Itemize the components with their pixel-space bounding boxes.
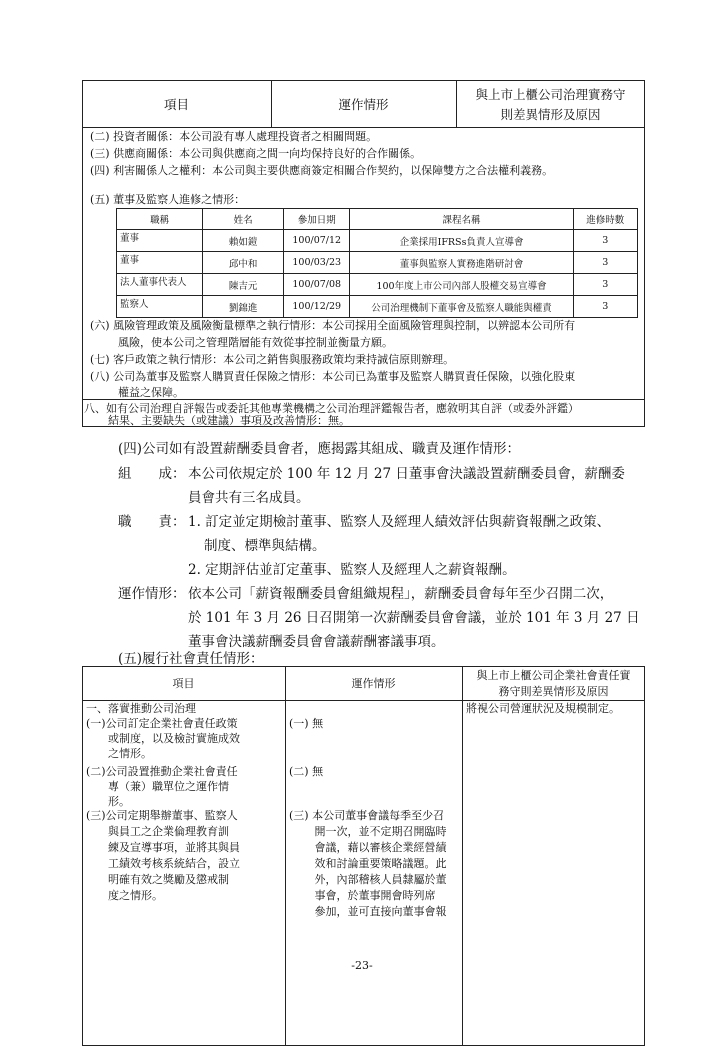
cell-course: 企業採用IFRSs負責人宣導會 <box>350 230 573 252</box>
csr-a3: (三) 本公司董事會議每季至少召 開一次，並不定期召開臨時 會議，藉以審核企業經營績 效和討論重要策略議題。此 外，內部稽核人員隸屬於董 事會，於董事開會時列席 參加，並可直接向董事會報 <box>289 809 447 918</box>
section4-title: (四)公司如有設置薪酬委員會者，應揭露其組成、職責及運作情形： <box>118 441 521 457</box>
stakeholder-rights: (四) 利害關係人之權利：本公司與主要供應商簽定相關合作契約，以保障雙方之合法權利義務。 <box>90 164 554 177</box>
training-header-hours: 進修時數 <box>573 209 637 230</box>
cell-name: 賴如鎧 <box>203 230 284 252</box>
composition-text-2: 員會共有三名成員。 <box>188 490 310 506</box>
duty-label: 職 責： <box>118 514 186 530</box>
csr-q2: (二)公司設置推動企業社會責任 專（兼）職單位之運作情 形。 <box>86 765 238 808</box>
page-number: -23- <box>351 959 373 972</box>
cell-hours: 3 <box>573 274 637 296</box>
duty-text-1: 1. 訂定並定期檢討董事、監察人及經理人績效評估與薪資報酬之政策、 <box>188 514 611 530</box>
cell-hours: 3 <box>573 296 637 318</box>
table-row <box>117 252 638 274</box>
csr-header-item: 項目 <box>172 677 195 690</box>
operation-label: 運作情形： <box>118 586 186 602</box>
training-title: (五) 董事及監察人進修之情形： <box>90 193 246 206</box>
csr-a1: (一) 無 <box>289 717 324 730</box>
composition-label: 組 成： <box>118 466 186 482</box>
risk-management-2: 風險，使本公司之管理階層能有效從事控制並衡量方願。 <box>118 336 393 349</box>
cell-date: 100/07/12 <box>284 230 350 252</box>
supplier-relations: (三) 供應商關係：本公司與供應商之間一向均保持良好的合作關係。 <box>90 147 422 160</box>
training-header-date: 參加日期 <box>284 209 350 230</box>
csr-difference: 將視公司營運狀況及規模制定。 <box>466 702 620 715</box>
csr-header-operation: 運作情形 <box>351 677 396 690</box>
cell-course: 董事與監察人實務進階研討會 <box>350 252 573 274</box>
cell-name: 邱中和 <box>203 252 284 274</box>
liability-insurance-1: (八) 公司為董事及監察人購買責任保險之情形：本公司已為董事及監察人購買責任保險，以強化股東 <box>90 370 576 383</box>
self-evaluation-2: 結果、主要缺失（或建議）事項及改善情形：無。 <box>108 414 350 427</box>
cell-date: 100/03/23 <box>284 252 350 274</box>
csr-item-1: 一、落實推動公司治理 <box>86 702 196 715</box>
csr-a2: (二) 無 <box>289 765 324 778</box>
col-header-operation: 運作情形 <box>338 97 389 112</box>
csr-header-difference-1: 與上市上櫃公司企業社會責任實 <box>476 669 631 682</box>
col-header-difference-1: 與上市上櫃公司治理實務守 <box>475 87 626 102</box>
cell-name: 劉錦進 <box>203 296 284 318</box>
liability-insurance-2: 權益之保障。 <box>118 386 184 399</box>
training-header-name: 姓名 <box>203 209 284 230</box>
cell-name: 陳吉元 <box>203 274 284 296</box>
col-header-item: 項目 <box>163 97 189 112</box>
self-evaluation-1: 八、如有公司治理自評報告或委託其他專業機構之公司治理評鑑報告者，應敘明其自評（或委外評鑑） <box>84 402 579 415</box>
cell-hours: 3 <box>573 252 637 274</box>
cell-title: 監察人 <box>117 296 203 318</box>
operation-text-2: 於 101 年 3 月 26 日召開第一次薪酬委員會會議，並於 101 年 3 月 27 日 <box>188 610 640 626</box>
cell-date: 100/12/29 <box>284 296 350 318</box>
operation-text-3: 董事會決議薪酬委員會會議薪酬審議事項。 <box>188 634 445 650</box>
cell-title: 董事 <box>117 230 203 252</box>
operation-text-1: 依本公司「薪資報酬委員會組織規程」，薪酬委員會每年至少召開二次， <box>188 586 614 602</box>
cell-course: 100年度上市公司內部人股權交易宣導會 <box>350 274 573 296</box>
cell-course: 公司治理機制下董事會及監察人職能與權責 <box>350 296 573 318</box>
duty-text-3: 2. 定期評估並訂定董事、監察人及經理人之薪資報酬。 <box>188 562 516 578</box>
risk-management-1: (六) 風險管理政策及風險衡量標準之執行情形：本公司採用全面風險管理與控制，以辨認本公司所有 <box>90 319 576 332</box>
csr-header-difference-2: 務守則差異情形及原因 <box>498 685 609 698</box>
customer-policy: (七) 客戶政策之執行情形：本公司之銷售與服務政策均秉持誠信原則辦理。 <box>90 353 455 366</box>
cell-title: 法人董事代表人 <box>117 274 203 296</box>
training-header-course: 課程名稱 <box>350 209 573 230</box>
training-header-title: 職稱 <box>117 209 203 230</box>
table-row <box>117 274 638 296</box>
section5-title: (五)履行社會責任情形： <box>118 651 264 667</box>
table-row <box>117 296 638 318</box>
cell-date: 100/07/08 <box>284 274 350 296</box>
col-header-difference-2: 則差異情形及原因 <box>500 107 601 122</box>
composition-text-1: 本公司依規定於 100 年 12 月 27 日董事會決議設置薪酬委員會，薪酬委 <box>188 466 625 482</box>
table-row <box>117 230 638 252</box>
cell-title: 董事 <box>117 252 203 274</box>
duty-text-2: 制度、標準與結構。 <box>204 538 326 554</box>
csr-q3: (三)公司定期舉辦董事、監察人 與員工之企業倫理教育訓 練及宣導事項，並將其與員 工績效考核系統結合，設立 明確有效之獎勵及懲戒制 度之情形。 <box>86 809 240 902</box>
training-table <box>116 208 638 318</box>
csr-q1: (一)公司訂定企業社會責任政策 或制度，以及檢討實施成效 之情形。 <box>86 717 240 760</box>
cell-hours: 3 <box>573 230 637 252</box>
investor-relations: (二) 投資者關係：本公司設有專人處理投資者之相關問題。 <box>90 130 378 143</box>
